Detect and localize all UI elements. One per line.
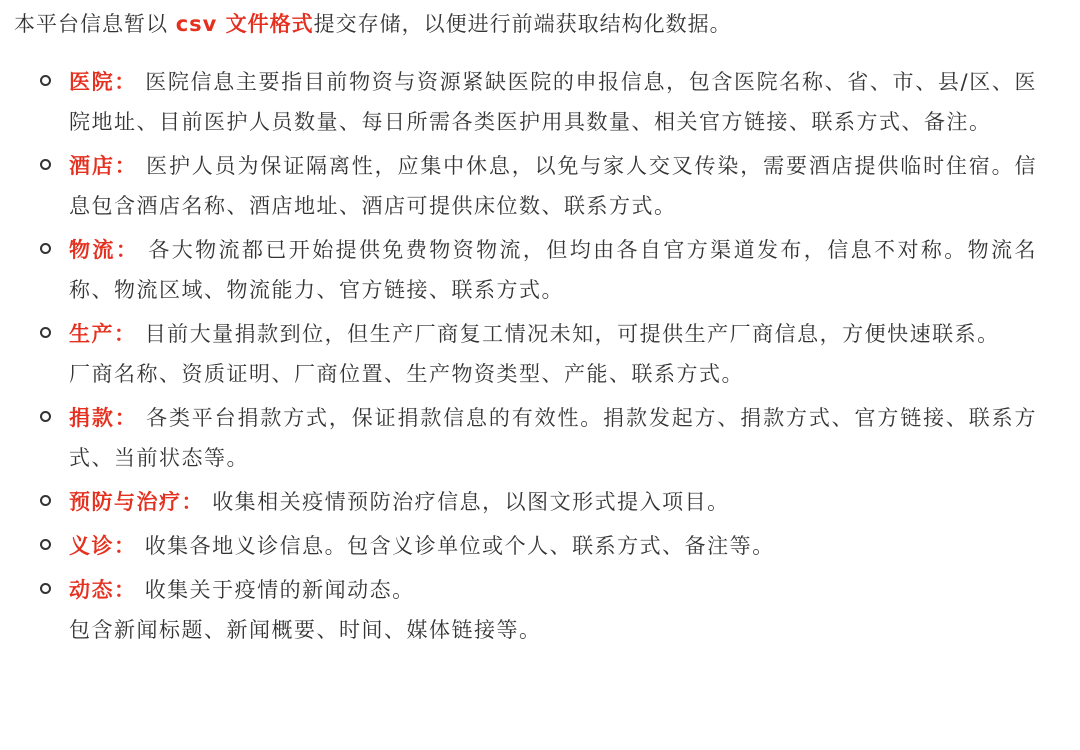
item-term: 捐款： [69,406,138,430]
list-item [14,62,1068,142]
item-term: 义诊： [69,534,137,558]
item-description: 包含新闻标题、新闻概要、时间、媒体链接等。 [69,618,542,642]
hollow-circle-bullet-icon [40,411,51,422]
item-paragraph [69,354,1037,394]
item-paragraph [69,146,1037,226]
intro-paragraph [14,6,1068,42]
topic-list [14,62,1068,650]
item-description: 厂商名称、资质证明、厂商位置、生产物资类型、产能、联系方式。 [69,362,744,386]
hollow-circle-bullet-icon [40,243,51,254]
item-term: 预防与治疗： [69,490,204,514]
item-description: 医护人员为保证隔离性，应集中休息，以免与家人交叉传染，需要酒店提供临时住宿。信息包含酒店名称、酒店地址、酒店可提供床位数、联系方式。 [69,154,1037,218]
item-description: 目前大量捐款到位，但生产厂商复工情况未知，可提供生产厂商信息，方便快速联系。 [144,322,1000,346]
hollow-circle-bullet-icon [40,539,51,550]
intro-text-after: 提交存储，以便进行前端获取结构化数据。 [313,12,732,36]
intro-text-before: 本平台信息暂以 [14,12,176,36]
item-paragraph [69,610,1037,650]
item-paragraph [69,314,1037,354]
hollow-circle-bullet-icon [40,583,51,594]
item-paragraph [69,526,1037,566]
item-paragraph [69,230,1037,310]
item-paragraph [69,398,1037,478]
item-term: 医院： [69,70,137,94]
item-paragraph [69,570,1037,610]
item-term: 物流： [69,238,140,262]
list-item [14,230,1068,310]
item-paragraph [69,62,1037,142]
hollow-circle-bullet-icon [40,75,51,86]
item-description: 各类平台捐款方式，保证捐款信息的有效性。捐款发起方、捐款方式、官方链接、联系方式、当前状态等。 [69,406,1037,470]
hollow-circle-bullet-icon [40,327,51,338]
item-term: 动态： [69,578,137,602]
list-item [14,570,1068,650]
item-description: 各大物流都已开始提供免费物资物流，但均由各自官方渠道发布，信息不对称。物流名称、物流区域、物流能力、官方链接、联系方式。 [69,238,1037,302]
item-term: 生产： [69,322,137,346]
list-item [14,314,1068,394]
list-item [14,398,1068,478]
item-description: 收集关于疫情的新闻动态。 [144,578,415,602]
list-item [14,146,1068,226]
item-description: 医院信息主要指目前物资与资源紧缺医院的申报信息，包含医院名称、省、市、县/区、医院地址、目前医护人员数量、每日所需各类医护用具数量、相关官方链接、联系方式、备注。 [69,70,1037,134]
intro-highlight: csv 文件格式 [175,12,314,36]
item-term: 酒店： [69,154,138,178]
item-paragraph [69,482,1037,522]
item-description: 收集各地义诊信息。包含义诊单位或个人、联系方式、备注等。 [144,534,775,558]
hollow-circle-bullet-icon [40,495,51,506]
list-item [14,526,1068,566]
item-description: 收集相关疫情预防治疗信息，以图文形式提入项目。 [212,490,730,514]
list-item [14,482,1068,522]
hollow-circle-bullet-icon [40,159,51,170]
